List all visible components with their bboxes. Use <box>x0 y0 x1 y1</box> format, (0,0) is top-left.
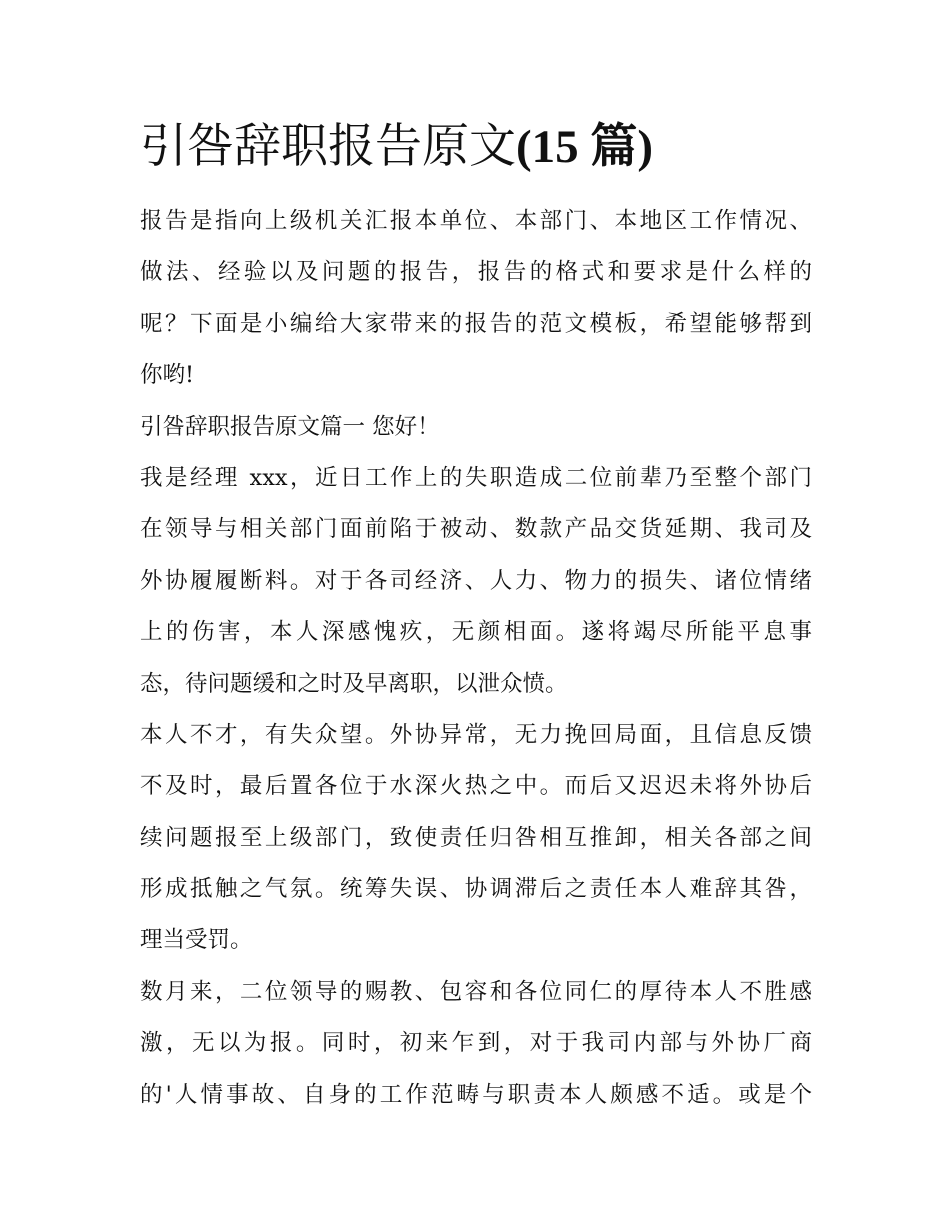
text-line: 不及时，最后置各位于水深火热之中。而后又迟迟未将外协后 <box>140 773 812 800</box>
text-line: 激，无以为报。同时，初来乍到，对于我司内部与外协厂商 <box>140 1030 812 1057</box>
text-line: 报告是指向上级机关汇报本单位、本部门、本地区工作情况、 <box>140 208 812 234</box>
text-line: 续问题报至上级部门，致使责任归咎相互推卸，相关各部之间 <box>140 824 812 851</box>
document-body <box>140 196 812 1121</box>
text-line: 的'人情事故、自身的工作范畴与职责本人颇感不适。或是个 <box>140 1081 812 1108</box>
text-line: 形成抵触之气氛。统筹失误、协调滞后之责任本人难辞其咎， <box>140 876 812 903</box>
text-line: 呢？下面是小编给大家带来的报告的范文模板，希望能够帮到 <box>140 310 812 337</box>
text-line: 理当受罚。 <box>140 927 253 954</box>
text-line: 你哟! <box>140 362 195 389</box>
text-line: 做法、经验以及问题的报告，报告的格式和要求是什么样的 <box>140 259 812 286</box>
text-line: 我是经理 xxx，近日工作上的失职造成二位前辈乃至整个部门 <box>140 464 812 491</box>
text-line: 态，待问题缓和之时及早离职，以泄众愤。 <box>140 670 568 697</box>
title-main: 引咎辞职报告原文 <box>140 119 516 174</box>
document-title <box>140 112 653 182</box>
paragraph <box>140 196 812 402</box>
text-line: 本人不才，有失众望。外协异常，无力挽回局面，且信息反馈 <box>140 721 812 748</box>
paragraph <box>140 710 812 967</box>
text-line: 外协履履断料。对于各司经济、人力、物力的损失、诸位情绪 <box>140 567 812 594</box>
text-line: 上的伤害，本人深感愧疚，无颜相面。遂将竭尽所能平息事 <box>140 619 812 646</box>
title-suffix: (15 篇) <box>516 121 654 173</box>
paragraph <box>140 967 812 1121</box>
paragraph <box>140 453 812 710</box>
text-line: 引咎辞职报告原文篇一 您好！ <box>140 413 440 440</box>
paragraph <box>140 402 812 453</box>
text-line: 数月来，二位领导的赐教、包容和各位同仁的厚待本人不胜感 <box>140 978 812 1005</box>
text-line: 在领导与相关部门面前陷于被动、数款产品交货延期、我司及 <box>140 516 812 543</box>
